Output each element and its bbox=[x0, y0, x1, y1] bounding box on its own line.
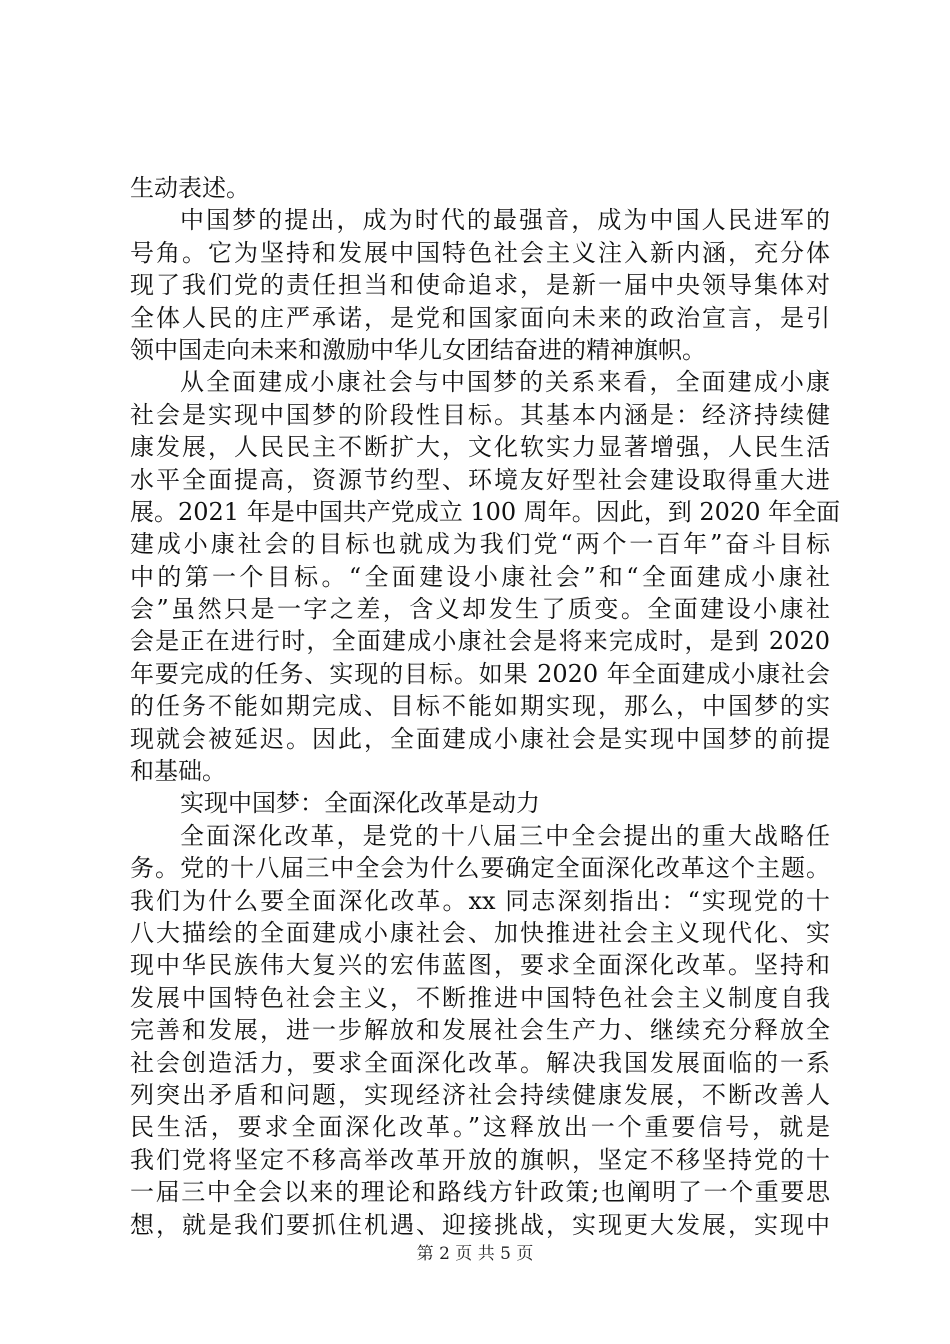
text-line: 康发展，人民民主不断扩大，文化软实力显著增强，人民生活 bbox=[130, 433, 830, 462]
text-line: 会是正在进行时，全面建成小康社会是将来完成时，是到 2020 bbox=[130, 627, 830, 656]
text-line: 领中国走向未来和激励中华儿女团结奋进的精神旗帜。 bbox=[130, 335, 706, 364]
text-line: 年要完成的任务、实现的目标。如果 2020 年全面建成小康社会 bbox=[130, 659, 830, 688]
text-line: 我们党将坚定不移高举改革开放的旗帜，坚定不移坚持党的十 bbox=[130, 1145, 830, 1174]
text-line: 发展中国特色社会主义，不断推进中国特色社会主义制度自我 bbox=[130, 983, 830, 1012]
text-line: 我们为什么要全面深化改革。xx 同志深刻指出：“实现党的十 bbox=[130, 886, 830, 915]
text-line: 号角。它为坚持和发展中国特色社会主义注入新内涵，充分体 bbox=[130, 238, 830, 267]
text-line: 社会是实现中国梦的阶段性目标。其基本内涵是：经济持续健 bbox=[130, 400, 830, 429]
text-line: 想，就是我们要抓住机遇、迎接挑战，实现更大发展，实现中 bbox=[130, 1210, 830, 1239]
text-line: 现就会被延迟。因此，全面建成小康社会是实现中国梦的前提 bbox=[130, 724, 830, 753]
text-line: 建成小康社会的目标也就成为我们党“两个一百年”奋斗目标 bbox=[130, 530, 830, 559]
text-line: 现了我们党的责任担当和使命追求，是新一届中央领导集体对 bbox=[130, 271, 830, 300]
text-line: 民生活，要求全面深化改革。”这释放出一个重要信号，就是 bbox=[130, 1113, 830, 1142]
document-body bbox=[130, 172, 841, 1241]
text-line: 会”虽然只是一字之差，含义却发生了质变。全面建设小康社 bbox=[130, 595, 830, 624]
text-line: 展。2021 年是中国共产党成立 100 周年。因此，到 2020 年全面 bbox=[130, 497, 841, 526]
text-line: 的任务不能如期完成、目标不能如期实现，那么，中国梦的实 bbox=[130, 692, 830, 721]
text-line: 完善和发展，进一步解放和发展社会生产力、继续充分释放全 bbox=[130, 1016, 830, 1045]
text-line: 和基础。 bbox=[130, 757, 226, 786]
text-line: 务。党的十八届三中全会为什么要确定全面深化改革这个主题。 bbox=[130, 854, 830, 883]
text-line: 从全面建成小康社会与中国梦的关系来看，全面建成小康 bbox=[180, 368, 830, 397]
section-heading: 实现中国梦：全面深化改革是动力 bbox=[180, 789, 540, 818]
text-line: 生动表述。 bbox=[130, 174, 250, 202]
text-line: 全面深化改革，是党的十八届三中全会提出的重大战略任 bbox=[180, 821, 830, 850]
text-line: 中国梦的提出，成为时代的最强音，成为中国人民进军的 bbox=[180, 206, 830, 235]
text-line: 八大描绘的全面建成小康社会、加快推进社会主义现代化、实 bbox=[130, 918, 830, 947]
text-line: 全体人民的庄严承诺，是党和国家面向未来的政治宣言，是引 bbox=[130, 303, 830, 332]
text-line: 一届三中全会以来的理论和路线方针政策;也阐明了一个重要思 bbox=[130, 1178, 830, 1207]
page-number-footer: 第 2 页 共 5 页 bbox=[416, 1244, 534, 1264]
text-line: 水平全面提高，资源节约型、环境友好型社会建设取得重大进 bbox=[130, 465, 830, 494]
text-line: 社会创造活力，要求全面深化改革。解决我国发展面临的一系 bbox=[130, 1048, 830, 1077]
text-line: 现中华民族伟大复兴的宏伟蓝图，要求全面深化改革。坚持和 bbox=[130, 951, 830, 980]
text-line: 列突出矛盾和问题，实现经济社会持续健康发展，不断改善人 bbox=[130, 1080, 830, 1109]
text-line: 中的第一个目标。“全面建设小康社会”和“全面建成小康社 bbox=[130, 562, 830, 591]
